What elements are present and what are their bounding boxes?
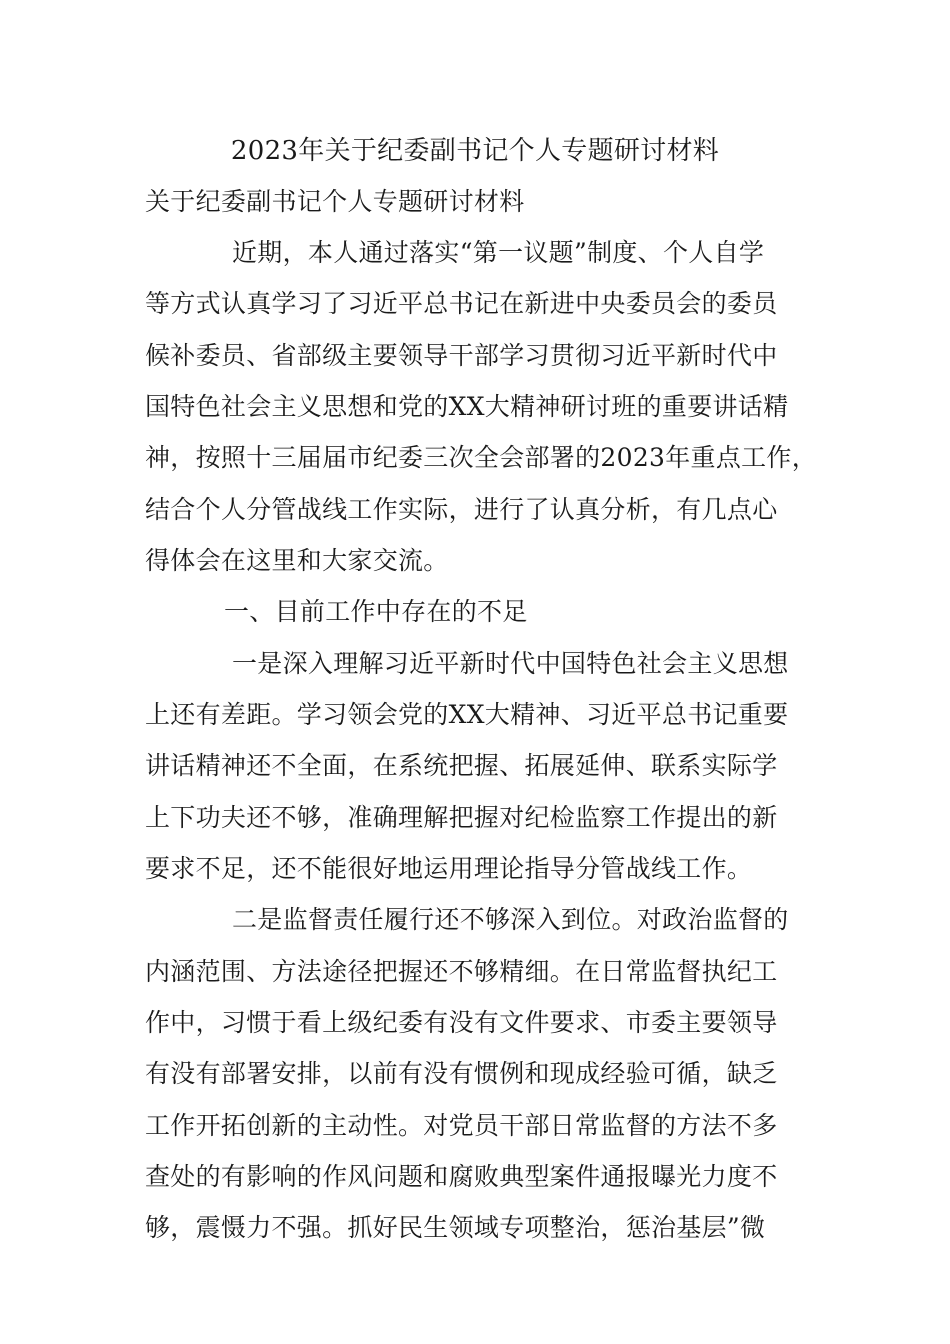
paragraph-line: 上下功夫还不够，准确理解把握对纪检监察工作提出的新: [145, 803, 778, 832]
paragraph-line: 二是监督责任履行还不够深入到位。对政治监督的: [232, 905, 789, 934]
paragraph-line: 够，震慑力不强。抓好民生领域专项整治，惩治基层”微: [145, 1213, 766, 1242]
document-subtitle: 关于纪委副书记个人专题研讨材料: [145, 187, 525, 216]
document-title: 2023年关于纪委副书记个人专题研讨材料: [230, 136, 720, 166]
paragraph-line: 等方式认真学习了习近平总书记在新进中央委员会的委员: [145, 289, 778, 318]
paragraph-line: 近期，本人通过落实“第一议题”制度、个人自学: [232, 238, 765, 267]
paragraph-line: 要求不足，还不能很好地运用理论指导分管战线工作。: [145, 854, 753, 883]
paragraph-line: 有没有部署安排，以前有没有惯例和现成经验可循，缺乏: [145, 1059, 778, 1088]
paragraph-line: 神，按照十三届届市纪委三次全会部署的2023年重点工作，: [145, 443, 818, 472]
paragraph-line: 一是深入理解习近平新时代中国特色社会主义思想: [232, 649, 789, 678]
paragraph-line: 上还有差距。学习领会党的XX大精神、习近平总书记重要: [145, 700, 789, 729]
paragraph-line: 结合个人分管战线工作实际，进行了认真分析，有几点心: [145, 495, 778, 524]
paragraph-line: 得体会在这里和大家交流。: [145, 546, 449, 575]
paragraph-line: 讲话精神还不全面，在系统把握、拓展延伸、联系实际学: [145, 751, 778, 780]
section-heading: 一、目前工作中存在的不足: [224, 597, 528, 626]
paragraph-line: 国特色社会主义思想和党的XX大精神研讨班的重要讲话精: [145, 392, 789, 421]
paragraph-line: 内涵范围、方法途径把握还不够精细。在日常监督执纪工: [145, 957, 778, 986]
paragraph-line: 作中，习惯于看上级纪委有没有文件要求、市委主要领导: [145, 1008, 778, 1037]
paragraph-line: 查处的有影响的作风问题和腐败典型案件通报曝光力度不: [145, 1162, 778, 1191]
paragraph-line: 候补委员、省部级主要领导干部学习贯彻习近平新时代中: [145, 341, 778, 370]
paragraph-line: 工作开拓创新的主动性。对党员干部日常监督的方法不多: [145, 1111, 778, 1140]
